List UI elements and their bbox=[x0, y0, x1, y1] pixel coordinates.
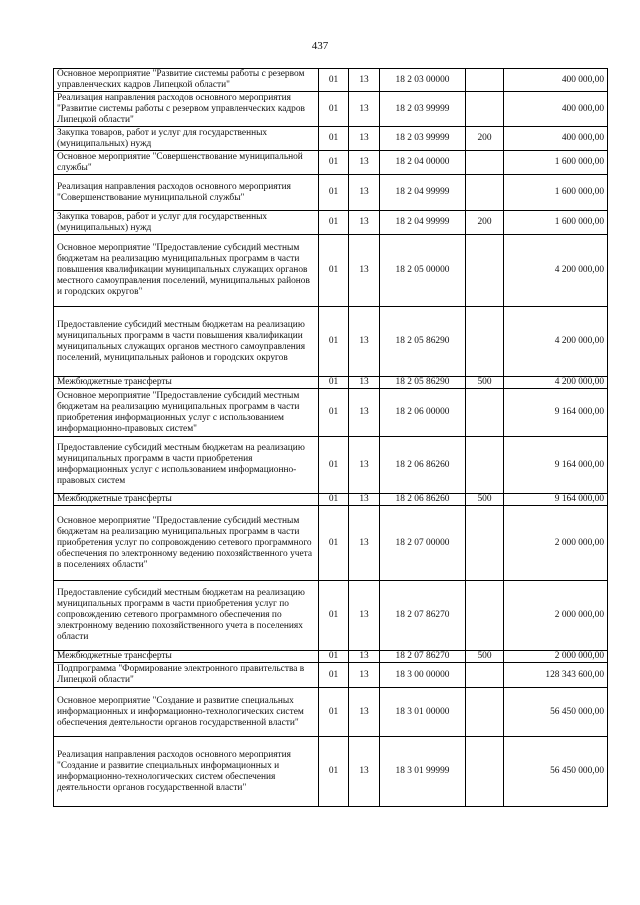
row-expense-type: 500 bbox=[466, 651, 504, 663]
row-subsection: 13 bbox=[349, 651, 380, 663]
row-name: Закупка товаров, работ и услуг для государственных (муниципальных) нужд bbox=[54, 211, 319, 235]
row-name: Межбюджетные трансферты bbox=[54, 651, 319, 663]
row-amount: 2 000 000,00 bbox=[504, 506, 608, 581]
row-subsection: 13 bbox=[349, 151, 380, 175]
table-row bbox=[54, 581, 608, 651]
table-row bbox=[54, 127, 608, 151]
row-amount: 56 450 000,00 bbox=[504, 737, 608, 807]
row-section: 01 bbox=[319, 377, 349, 389]
row-amount: 9 164 000,00 bbox=[504, 494, 608, 506]
row-name: Основное мероприятие "Развитие системы работы с резервом управленческих кадров Липецкой области" bbox=[54, 69, 319, 92]
row-name: Межбюджетные трансферты bbox=[54, 494, 319, 506]
row-section: 01 bbox=[319, 92, 349, 127]
row-target-code: 18 2 05 86290 bbox=[380, 377, 466, 389]
table-row bbox=[54, 69, 608, 92]
row-target-code: 18 2 03 99999 bbox=[380, 127, 466, 151]
row-subsection: 13 bbox=[349, 211, 380, 235]
row-expense-type bbox=[466, 688, 504, 737]
row-expense-type bbox=[466, 581, 504, 651]
row-subsection: 13 bbox=[349, 92, 380, 127]
row-section: 01 bbox=[319, 663, 349, 688]
row-target-code: 18 2 03 99999 bbox=[380, 92, 466, 127]
row-amount: 400 000,00 bbox=[504, 92, 608, 127]
row-target-code: 18 2 07 00000 bbox=[380, 506, 466, 581]
row-subsection: 13 bbox=[349, 494, 380, 506]
row-expense-type bbox=[466, 663, 504, 688]
page-number: 437 bbox=[311, 40, 329, 52]
row-section: 01 bbox=[319, 494, 349, 506]
row-amount: 128 343 600,00 bbox=[504, 663, 608, 688]
row-subsection: 13 bbox=[349, 235, 380, 307]
row-target-code: 18 2 05 00000 bbox=[380, 235, 466, 307]
row-name: Реализация направления расходов основного мероприятия "Совершенствование муниципальной службы" bbox=[54, 175, 319, 211]
row-subsection: 13 bbox=[349, 307, 380, 377]
row-section: 01 bbox=[319, 688, 349, 737]
row-expense-type: 200 bbox=[466, 211, 504, 235]
row-expense-type bbox=[466, 92, 504, 127]
row-subsection: 13 bbox=[349, 69, 380, 92]
row-section: 01 bbox=[319, 69, 349, 92]
row-name: Подпрограмма "Формирование электронного правительства в Липецкой области" bbox=[54, 663, 319, 688]
row-name: Основное мероприятие "Предоставление субсидий местным бюджетам на реализацию муниципальных программ в части приобретения услуг по сопровождению сетевого программного обеспечения по электронному ведению похозяйственного учета в поселениях области" bbox=[54, 506, 319, 581]
row-expense-type bbox=[466, 175, 504, 211]
row-section: 01 bbox=[319, 211, 349, 235]
row-target-code: 18 2 06 86260 bbox=[380, 437, 466, 494]
row-subsection: 13 bbox=[349, 581, 380, 651]
row-name: Основное мероприятие "Создание и развитие специальных информационных и информационно-технологических систем обеспечения деятельности органов государственной власти" bbox=[54, 688, 319, 737]
row-target-code: 18 2 06 86260 bbox=[380, 494, 466, 506]
row-target-code: 18 2 04 99999 bbox=[380, 175, 466, 211]
table-row bbox=[54, 389, 608, 437]
row-amount: 400 000,00 bbox=[504, 69, 608, 92]
row-subsection: 13 bbox=[349, 437, 380, 494]
table-row bbox=[54, 737, 608, 807]
row-amount: 400 000,00 bbox=[504, 127, 608, 151]
row-target-code: 18 2 04 00000 bbox=[380, 151, 466, 175]
row-expense-type: 200 bbox=[466, 127, 504, 151]
row-amount: 2 000 000,00 bbox=[504, 651, 608, 663]
row-subsection: 13 bbox=[349, 737, 380, 807]
row-expense-type bbox=[466, 389, 504, 437]
row-target-code: 18 3 00 00000 bbox=[380, 663, 466, 688]
table-row bbox=[54, 235, 608, 307]
row-subsection: 13 bbox=[349, 127, 380, 151]
row-section: 01 bbox=[319, 307, 349, 377]
row-amount: 1 600 000,00 bbox=[504, 175, 608, 211]
row-subsection: 13 bbox=[349, 506, 380, 581]
row-target-code: 18 2 07 86270 bbox=[380, 581, 466, 651]
table-row bbox=[54, 211, 608, 235]
row-expense-type: 500 bbox=[466, 377, 504, 389]
table-row bbox=[54, 307, 608, 377]
row-target-code: 18 2 04 99999 bbox=[380, 211, 466, 235]
row-target-code: 18 2 05 86290 bbox=[380, 307, 466, 377]
row-section: 01 bbox=[319, 437, 349, 494]
row-subsection: 13 bbox=[349, 688, 380, 737]
row-section: 01 bbox=[319, 506, 349, 581]
row-amount: 1 600 000,00 bbox=[504, 151, 608, 175]
row-subsection: 13 bbox=[349, 377, 380, 389]
row-expense-type bbox=[466, 151, 504, 175]
row-section: 01 bbox=[319, 151, 349, 175]
row-expense-type bbox=[466, 506, 504, 581]
row-expense-type bbox=[466, 437, 504, 494]
row-name: Реализация направления расходов основного мероприятия "Создание и развитие специальных информационных и информационно-технологических систем обеспечения деятельности органов государственной власти" bbox=[54, 737, 319, 807]
table-row bbox=[54, 506, 608, 581]
table-row bbox=[54, 494, 608, 506]
row-section: 01 bbox=[319, 235, 349, 307]
table-row bbox=[54, 651, 608, 663]
row-target-code: 18 3 01 00000 bbox=[380, 688, 466, 737]
table-row bbox=[54, 437, 608, 494]
row-section: 01 bbox=[319, 389, 349, 437]
row-target-code: 18 2 03 00000 bbox=[380, 69, 466, 92]
row-subsection: 13 bbox=[349, 389, 380, 437]
row-section: 01 bbox=[319, 175, 349, 211]
row-name: Основное мероприятие "Предоставление субсидий местным бюджетам на реализацию муниципальных программ в части повышения квалификации муниципальных служащих органов местного самоуправления поселений, муниципальных районов и городских округов" bbox=[54, 235, 319, 307]
row-subsection: 13 bbox=[349, 663, 380, 688]
table-row bbox=[54, 175, 608, 211]
row-section: 01 bbox=[319, 581, 349, 651]
row-section: 01 bbox=[319, 651, 349, 663]
row-name: Предоставление субсидий местным бюджетам на реализацию муниципальных программ в части приобретения информационных услуг с использованием информационно-правовых систем bbox=[54, 437, 319, 494]
row-amount: 4 200 000,00 bbox=[504, 307, 608, 377]
row-name: Основное мероприятие "Предоставление субсидий местным бюджетам на реализацию муниципальных программ в части приобретения информационных услуг с использованием информационно-правовых систем" bbox=[54, 389, 319, 437]
row-amount: 2 000 000,00 bbox=[504, 581, 608, 651]
row-target-code: 18 2 07 86270 bbox=[380, 651, 466, 663]
row-name: Предоставление субсидий местным бюджетам на реализацию муниципальных программ в части повышения квалификации муниципальных служащих органов местного самоуправления поселений, муниципальных районов и городских округов bbox=[54, 307, 319, 377]
row-amount: 1 600 000,00 bbox=[504, 211, 608, 235]
row-expense-type: 500 bbox=[466, 494, 504, 506]
row-name: Реализация направления расходов основного мероприятия "Развитие системы работы с резервом управленческих кадров Липецкой области" bbox=[54, 92, 319, 127]
table-row bbox=[54, 151, 608, 175]
row-target-code: 18 2 06 00000 bbox=[380, 389, 466, 437]
table-row bbox=[54, 663, 608, 688]
row-name: Межбюджетные трансферты bbox=[54, 377, 319, 389]
row-name: Закупка товаров, работ и услуг для государственных (муниципальных) нужд bbox=[54, 127, 319, 151]
row-section: 01 bbox=[319, 127, 349, 151]
row-amount: 9 164 000,00 bbox=[504, 437, 608, 494]
row-amount: 9 164 000,00 bbox=[504, 389, 608, 437]
row-subsection: 13 bbox=[349, 175, 380, 211]
row-target-code: 18 3 01 99999 bbox=[380, 737, 466, 807]
budget-table-body bbox=[54, 69, 608, 807]
row-section: 01 bbox=[319, 737, 349, 807]
row-amount: 4 200 000,00 bbox=[504, 377, 608, 389]
row-expense-type bbox=[466, 69, 504, 92]
table-row bbox=[54, 377, 608, 389]
row-amount: 56 450 000,00 bbox=[504, 688, 608, 737]
row-expense-type bbox=[466, 737, 504, 807]
row-expense-type bbox=[466, 235, 504, 307]
row-name: Основное мероприятие "Совершенствование муниципальной службы" bbox=[54, 151, 319, 175]
row-expense-type bbox=[466, 307, 504, 377]
table-row bbox=[54, 688, 608, 737]
row-name: Предоставление субсидий местным бюджетам на реализацию муниципальных программ в части приобретения услуг по сопровождению сетевого программного обеспечения по электронному ведению похозяйственного учета в поселениях области bbox=[54, 581, 319, 651]
table-row bbox=[54, 92, 608, 127]
row-amount: 4 200 000,00 bbox=[504, 235, 608, 307]
budget-table bbox=[53, 68, 608, 807]
